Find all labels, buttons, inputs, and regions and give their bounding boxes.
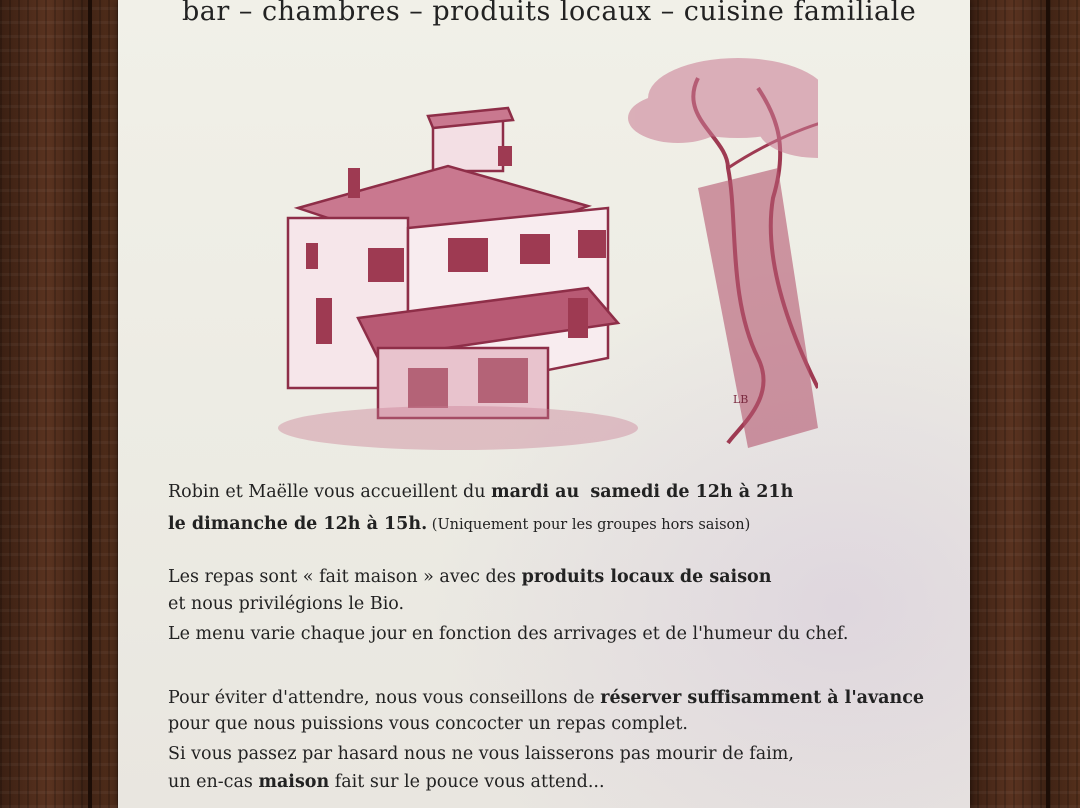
meals-local-products: produits locaux de saison (521, 567, 772, 587)
poster-tagline: bar – chambres – produits locaux – cuisine familiale (182, 0, 917, 27)
hours-saturday: samedi (590, 482, 661, 502)
sunday-hours: le dimanche de 12h à 15h. (168, 514, 428, 534)
meals-text: Les repas sont « fait maison » avec des (168, 567, 522, 587)
booking-line-2: pour que nous puissions vous concocter un repas complet. (168, 714, 688, 734)
booking-line-4 (168, 770, 928, 795)
booking-line-3: Si vous passez par hasard nous ne vous laisserons pas mourir de faim, (168, 744, 794, 764)
wooden-board-left (0, 0, 120, 808)
house-illustration (258, 58, 818, 458)
poster (118, 0, 970, 808)
snack-text: un en-cas (168, 772, 259, 792)
sunday-note: (Uniquement pour les groupes hors saison) (427, 517, 751, 533)
booking-advice: réserver suffisamment à l'avance (600, 688, 925, 708)
hours-text: Robin et Maëlle vous accueillent du (168, 482, 492, 502)
hours-line-1 (168, 480, 928, 505)
hours-days: mardi au (491, 482, 580, 502)
snack-rest: fait sur le pouce vous attend... (329, 772, 605, 792)
booking-line-1 (168, 686, 928, 711)
hours-time: de 12h à 21h (660, 482, 794, 502)
hours-line-2 (168, 512, 928, 538)
snack-homemade: maison (258, 772, 330, 792)
meals-line-2: et nous privilégions le Bio. (168, 594, 405, 614)
artist-initials: LB (733, 393, 749, 406)
booking-text: Pour éviter d'attendre, nous vous conseillons de (168, 688, 601, 708)
meals-line-1 (168, 565, 928, 590)
meals-line-3: Le menu varie chaque jour en fonction des arrivages et de l'humeur du chef. (168, 624, 849, 644)
wooden-board-right (968, 0, 1080, 808)
